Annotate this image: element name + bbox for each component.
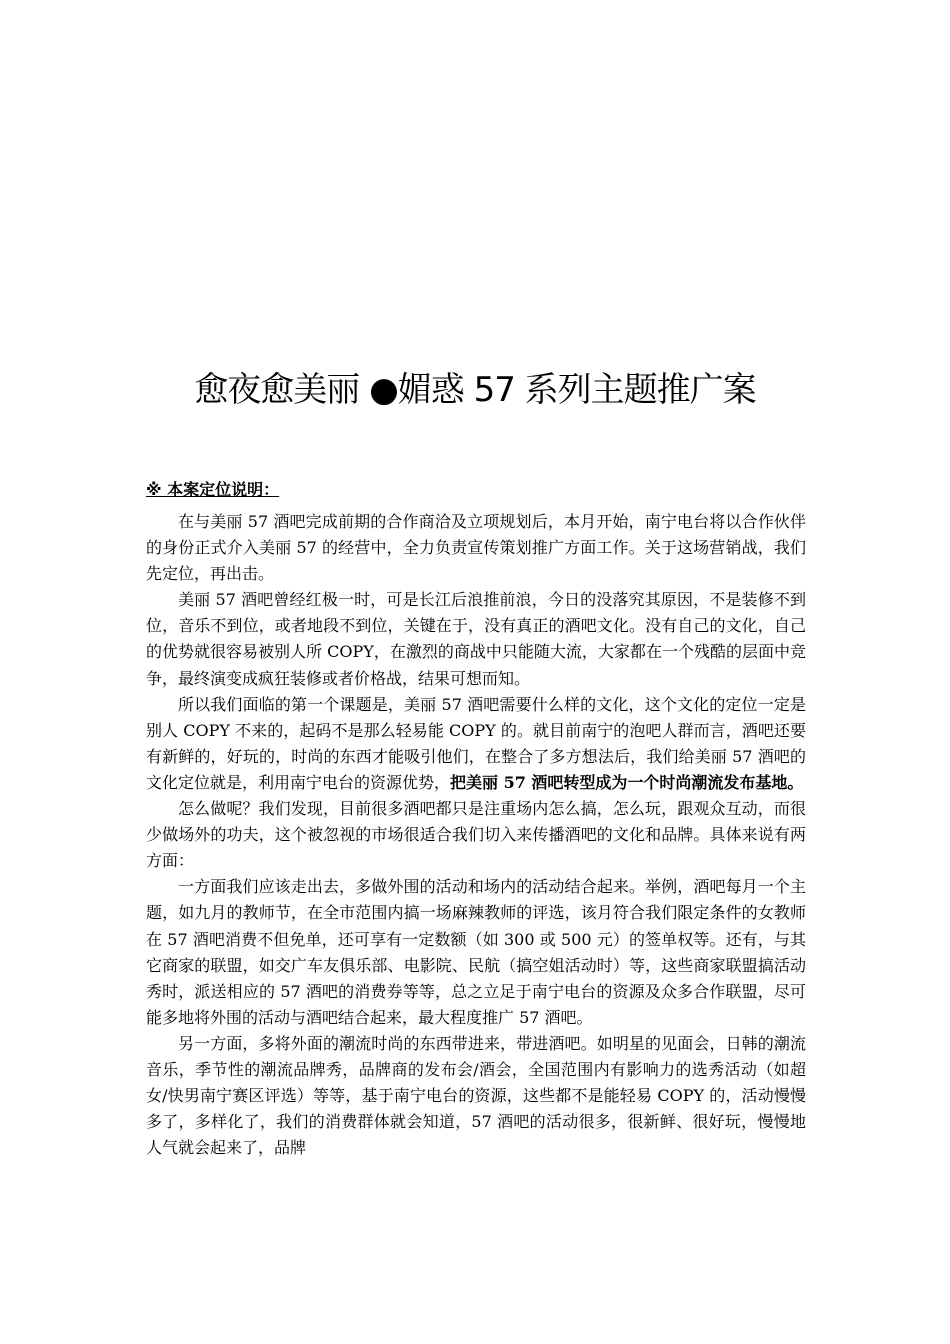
paragraph-4: 怎么做呢？我们发现，目前很多酒吧都只是注重场内怎么搞，怎么玩，跟观众互动，而很少做场外的功夫，这个被忽视的市场很适合我们切入来传播酒吧的文化和品牌。具体来说有两方面：	[146, 799, 806, 871]
paragraph-3-text: 所以我们面临的第一个课题是，美丽 57 酒吧需要什么样的文化，这个文化的定位一定是别人 COPY 不来的，起码不是那么轻易能 COPY 的。就目前南宁的泡吧人群而言，酒吧还要有新鲜的，好玩的，时尚的东西才能吸引他们，在整合了多方想法后，我们给美丽 57 酒吧的文化定位就是，利用南宁电台的资源优势，	[146, 694, 806, 792]
document-body	[146, 509, 806, 1161]
document-title: 愈夜愈美丽 ●媚惑 57 系列主题推广案	[194, 370, 756, 410]
paragraph-5: 一方面我们应该走出去，多做外围的活动和场内的活动结合起来。举例，酒吧每月一个主题，如九月的教师节，在全市范围内搞一场麻辣教师的评选，该月符合我们限定条件的女教师在 57 酒吧消费不但免单，还可享有一定数额（如 300 或 500 元）的签单权等。还有，与其它商家的联盟，如交广车友俱乐部、电影院、民航（搞空姐活动时）等，这些商家联盟搞活动秀时，派送相应的 57 酒吧的消费券等等，总之立足于南宁电台的资源及众多合作联盟，尽可能多地将外围的活动与酒吧结合起来，最大程度推广 57 酒吧。	[146, 877, 806, 1027]
paragraph-3	[146, 692, 806, 796]
section-heading: ※ 本案定位说明：	[146, 480, 280, 499]
paragraph-6: 另一方面，多将外面的潮流时尚的东西带进来，带进酒吧。如明星的见面会，日韩的潮流音乐，季节性的潮流品牌秀，品牌商的发布会/酒会，全国范围内有影响力的选秀活动（如超女/快男南宁赛区评选）等等，基于南宁电台的资源，这些都不是能轻易 COPY 的，活动慢慢多了，多样化了，我们的消费群体就会知道，57 酒吧的活动很多，很新鲜、很好玩，慢慢地人气就会起来了，品牌	[146, 1033, 806, 1158]
paragraph-3-emphasis: 把美丽 57 酒吧转型成为一个时尚潮流发布基地。	[450, 772, 804, 792]
paragraph-2: 美丽 57 酒吧曾经红极一时，可是长江后浪推前浪，今日的没落究其原因，不是装修不到位，音乐不到位，或者地段不到位，关键在于，没有真正的酒吧文化。没有自己的文化，自己的优势就很容易被别人所 COPY，在激烈的商战中只能随大流，大家都在一个残酷的层面中竞争，最终演变成疯狂装修或者价格战，结果可想而知。	[146, 590, 806, 688]
paragraph-1: 在与美丽 57 酒吧完成前期的合作商洽及立项规划后，本月开始，南宁电台将以合作伙伴的身份正式介入美丽 57 的经营中，全力负责宣传策划推广方面工作。关于这场营销战，我们先定位，再出击。	[146, 512, 806, 584]
